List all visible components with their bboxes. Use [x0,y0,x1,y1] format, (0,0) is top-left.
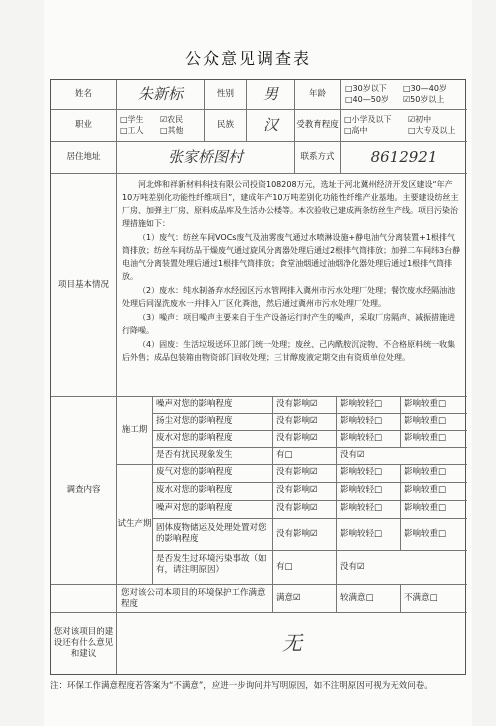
answer-option[interactable]: 有□ [273,551,337,585]
occupation-label: 职业 [51,110,117,142]
education-option[interactable]: ☑初中 [408,115,432,124]
answer-option[interactable]: 没有影响☑ [273,414,337,431]
occupation-options[interactable] [117,110,205,142]
occupation-option[interactable]: □其他 [160,126,184,135]
answer-option[interactable]: 影响较重□ [401,397,467,414]
satisfaction-option[interactable]: 较满意□ [337,585,401,613]
age-option[interactable]: □30岁以下 [345,84,387,93]
age-label: 年龄 [295,80,341,110]
age-options[interactable] [341,80,467,110]
project-paragraph: （3）噪声：项目噪声主要来自于生产设备运行时产生的噪声，采取厂房隔声、减振措施进行降噪。 [122,313,456,335]
construction-question: 废水对您的影响程度 [153,431,273,448]
age-option[interactable]: □40—50岁 [345,95,389,104]
answer-option[interactable]: 影响较轻□ [337,397,401,414]
ethnicity-label: 民族 [205,110,247,142]
answer-option[interactable]: 影响较轻□ [337,519,401,551]
answer-option[interactable]: 没有影响☑ [273,501,337,519]
survey-label: 调查内容 [51,397,117,585]
answer-option[interactable]: 没有☑ [337,551,467,585]
occupation-option[interactable]: □工人 [120,126,144,135]
trial-question: 是否发生过环境污染事故（如有，请注明原因） [153,551,273,585]
construction-question: 扬尘对您的影响程度 [153,414,273,431]
project-label: 项目基本情况 [51,174,117,397]
occupation-option[interactable]: ☑农民 [160,115,184,124]
name-label: 姓名 [51,80,117,110]
construction-question: 是否有扰民现象发生 [153,448,273,465]
trial-question: 废气对您的影响程度 [153,465,273,483]
contact-value[interactable]: 8612921 [341,142,467,174]
answer-option[interactable]: 影响较重□ [401,519,467,551]
answer-option[interactable]: 影响较重□ [401,483,467,501]
gender-label: 性别 [205,80,247,110]
trial-question: 噪声对您的影响程度 [153,501,273,519]
survey-form [50,79,466,675]
opinion-value[interactable]: 无 [282,631,302,655]
satisfaction-question: 您对该公司本项目的环境保护工作满意程度 [117,585,273,613]
answer-option[interactable]: 没有☑ [337,448,467,465]
satisfaction-option[interactable]: 不满意□ [401,585,467,613]
answer-option[interactable]: 影响较重□ [401,431,467,448]
answer-option[interactable]: 有□ [273,448,337,465]
contact-label: 联系方式 [295,142,341,174]
project-description [117,174,467,397]
answer-option[interactable]: 影响较轻□ [337,483,401,501]
gender-value[interactable]: 男 [247,80,295,110]
answer-option[interactable]: 影响较轻□ [337,414,401,431]
ethnicity-value[interactable]: 汉 [247,110,295,142]
footnote: 注：环保工作满意程度若答案为“不满意”，应进一步询问并写明原因，如不注明原因可视为无效问卷。 [50,681,433,691]
education-options[interactable] [341,110,467,142]
answer-option[interactable]: 影响较重□ [401,414,467,431]
answer-option[interactable]: 没有影响☑ [273,483,337,501]
answer-option[interactable]: 影响较轻□ [337,465,401,483]
construction-label: 施工期 [117,397,153,465]
answer-option[interactable]: 没有影响☑ [273,465,337,483]
education-option[interactable]: □小学及以下 [344,115,392,124]
age-option[interactable]: ☑50岁以上 [403,95,445,104]
answer-option[interactable]: 影响较轻□ [337,431,401,448]
answer-option[interactable]: 没有影响☑ [273,519,337,551]
opinion-label: 您对该项目的建设还有什么意见和建议 [51,613,117,674]
address-label: 居住地址 [51,142,117,174]
project-paragraph: （4）固废：生活垃圾送环卫部门统一处理；废丝、己内酰胺沉淀物、不合格原料统一收集后外售；成品包装箱由物资部门回收处理；三甘醇废液定期交由有资质单位处理。 [122,340,456,362]
occupation-option[interactable]: □学生 [120,115,144,124]
project-paragraph: （1）废气：纺丝车间VOCs废气及油雾废气通过水喷淋设施+静电油气分离装置+1根排气筒排放；纺丝车间纺品干燥废气通过旋风分离器处理后通过2根排气筒排放；加弹二车间纬3台静电油气分离装置处理后通过1根排气筒排放；食堂油烟通过油烟净化器处理后通过1根排气筒排放。 [122,233,461,281]
education-label: 受教育程度 [295,110,341,142]
answer-option[interactable]: 影响较重□ [401,501,467,519]
education-option[interactable]: □大专及以上 [408,126,456,135]
satisfaction-option[interactable]: 满意☑ [273,585,337,613]
trial-question: 废水对您的影响程度 [153,483,273,501]
project-paragraph: 河北烨和祥新材料科技有限公司投资108208万元，选址于河北冀州经济开发区建设“年产10万吨差别化功能性纤维项目”，建成年产10万吨差别化功能性纤维产业基地。主要建设纺丝主厂房、加弹主厂房、原料成品库及生活办公楼等。本次验收已建成两条纺丝生产线。项目污染治理措施如下： [122,180,459,228]
blank-cell [51,585,117,613]
age-option[interactable]: □30—40岁 [403,84,447,93]
answer-option[interactable]: 影响较重□ [401,465,467,483]
answer-option[interactable]: 没有影响☑ [273,397,337,414]
trial-question: 固体废物储运及处理处置对您的影响程度 [153,519,273,551]
trial-label: 试生产期 [117,465,153,585]
page-title: 公众意见调查表 [184,49,311,68]
construction-question: 噪声对您的影响程度 [153,397,273,414]
project-paragraph: （2）废水：纯水制备弃水经园区污水管网排入冀州市污水处理厂处理；餐饮废水经隔油池处理后同湿洗废水一并排入厂区化粪池，然后通过冀州市污水处理厂处理。 [122,286,456,308]
answer-option[interactable]: 影响较轻□ [337,501,401,519]
name-value[interactable]: 朱新标 [117,80,205,110]
address-value[interactable]: 张家桥图村 [117,142,295,174]
answer-option[interactable]: 没有影响☑ [273,431,337,448]
education-option[interactable]: □高中 [344,126,368,135]
